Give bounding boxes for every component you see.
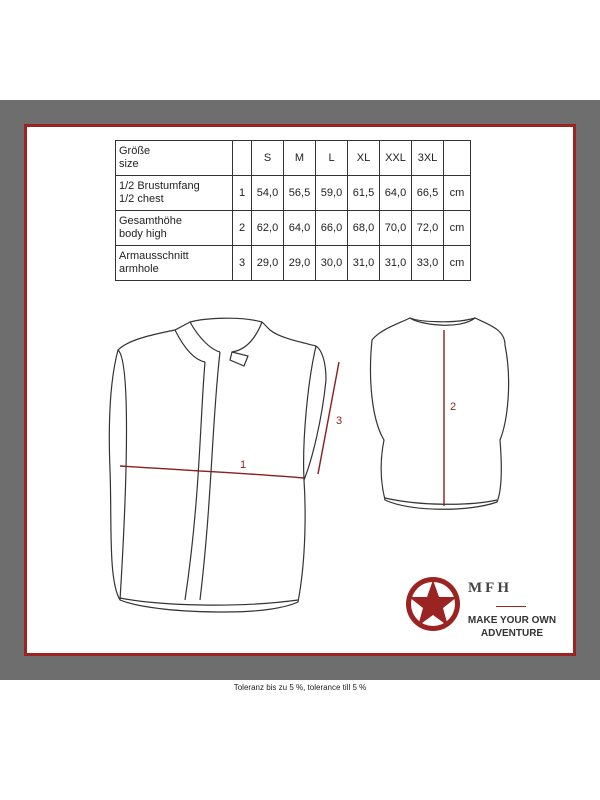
row-label-en: 1/2 chest: [119, 193, 164, 205]
table-cell: 64,0: [380, 176, 412, 211]
row-unit: cm: [444, 176, 471, 211]
table-cell: 31,0: [348, 246, 380, 281]
table-cell: 68,0: [348, 211, 380, 246]
header-label-de: Größe: [119, 145, 151, 157]
row-label-en: body high: [119, 228, 167, 240]
header-label-en: size: [119, 158, 139, 170]
table-cell: 70,0: [380, 211, 412, 246]
measurement-lines: [120, 330, 444, 506]
vest-back-illustration: [371, 318, 509, 509]
size-header-xxl: XXL: [380, 141, 412, 176]
table-cell: 61,5: [348, 176, 380, 211]
row-number: 1: [233, 176, 252, 211]
brand-logo-text: MFH: [468, 580, 512, 596]
row-label-en: armhole: [119, 263, 159, 275]
table-cell: 31,0: [380, 246, 412, 281]
row-label-de: 1/2 Brustumfang: [119, 180, 200, 192]
height-measure-label: 2: [450, 401, 457, 413]
armhole-measure-label: 3: [336, 415, 343, 427]
tolerance-note: Toleranz bis zu 5 %, tolerance till 5 %: [233, 683, 367, 692]
tagline-line-2: ADVENTURE: [480, 628, 544, 639]
chest-measure-line: [120, 466, 304, 478]
logo-divider: [496, 606, 526, 607]
table-cell: 66,5: [412, 176, 444, 211]
table-cell: 54,0: [252, 176, 284, 211]
table-cell: 64,0: [284, 211, 316, 246]
size-header-s: S: [252, 141, 284, 176]
table-cell: 59,0: [316, 176, 348, 211]
table-cell: 62,0: [252, 211, 284, 246]
table-cell: 72,0: [412, 211, 444, 246]
table-cell: 56,5: [284, 176, 316, 211]
table-cell: 29,0: [284, 246, 316, 281]
table-cell: 29,0: [252, 246, 284, 281]
mfh-star-logo-icon: [406, 577, 460, 631]
brand-tagline: [462, 614, 562, 640]
row-unit: cm: [444, 246, 471, 281]
table-cell: 30,0: [316, 246, 348, 281]
size-header-l: L: [316, 141, 348, 176]
size-header-m: M: [284, 141, 316, 176]
table-cell: 33,0: [412, 246, 444, 281]
row-unit: cm: [444, 211, 471, 246]
size-header-3xl: 3XL: [412, 141, 444, 176]
vest-front-illustration: [109, 318, 326, 612]
row-number: 3: [233, 246, 252, 281]
tagline-line-1: MAKE YOUR OWN: [467, 615, 557, 626]
table-cell: 66,0: [316, 211, 348, 246]
chest-measure-label: 1: [240, 459, 247, 471]
row-number: 2: [233, 211, 252, 246]
row-label-de: Armausschnitt: [119, 250, 189, 262]
size-header-xl: XL: [348, 141, 380, 176]
row-label-de: Gesamthöhe: [119, 215, 182, 227]
